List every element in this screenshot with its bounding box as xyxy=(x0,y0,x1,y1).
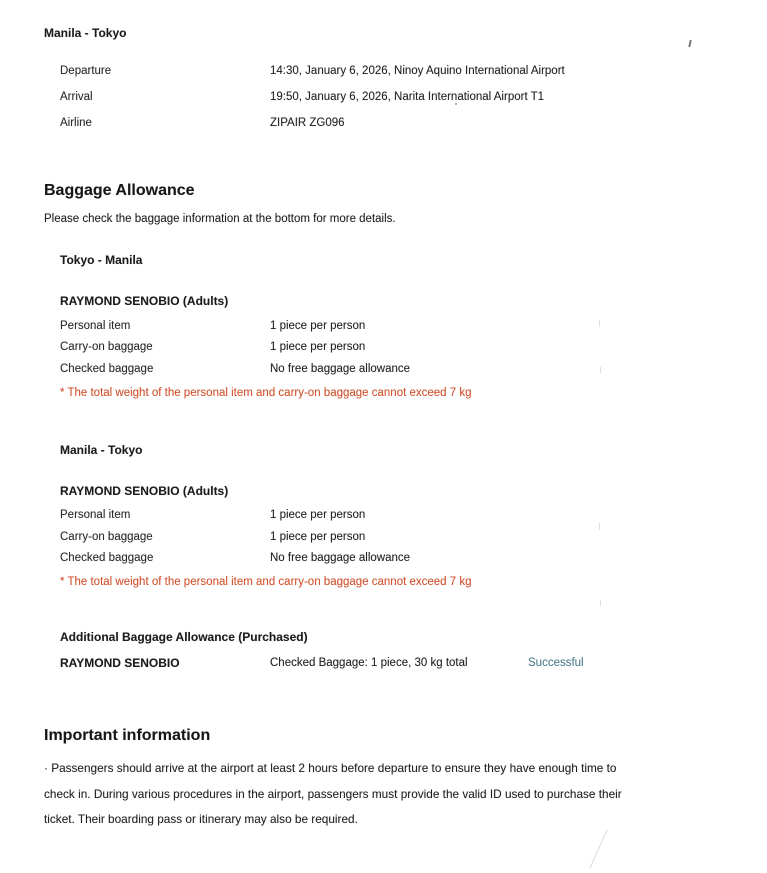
baggage-row xyxy=(44,337,737,359)
segment-route-title: Tokyo - Manila xyxy=(60,253,143,267)
detail-value: ZIPAIR ZG096 xyxy=(270,117,345,129)
baggage-weight-note: * The total weight of the personal item and carry-on baggage cannot exceed 7 kg xyxy=(60,386,472,399)
important-information-title: Important information xyxy=(44,727,211,744)
baggage-rows xyxy=(44,315,737,380)
additional-baggage-title: Additional Baggage Allowance (Purchased) xyxy=(60,630,308,644)
passenger-name-heading: RAYMOND SENOBIO (Adults) xyxy=(60,483,229,498)
baggage-value: 1 piece per person xyxy=(270,509,366,521)
additional-baggage-detail: Checked Baggage: 1 piece, 30 kg total xyxy=(270,657,468,669)
baggage-weight-note: * The total weight of the personal item and carry-on baggage cannot exceed 7 kg xyxy=(60,576,472,588)
baggage-label: Personal item xyxy=(60,319,131,332)
baggage-label: Carry-on baggage xyxy=(60,341,153,353)
flight-summary-section xyxy=(44,0,737,137)
baggage-row xyxy=(44,315,737,337)
baggage-segment xyxy=(44,443,737,591)
passenger-name-heading: RAYMOND SENOBIO (Adults) xyxy=(60,294,229,308)
detail-row xyxy=(44,85,737,111)
flight-details-table xyxy=(44,59,737,137)
detail-row xyxy=(44,111,737,137)
baggage-label: Personal item xyxy=(60,509,131,521)
important-information-section xyxy=(44,726,737,833)
baggage-label: Checked baggage xyxy=(60,362,154,375)
baggage-value: 1 piece per person xyxy=(270,530,366,543)
baggage-value: No free baggage allowance xyxy=(270,552,411,564)
additional-passenger-name: RAYMOND SENOBIO xyxy=(60,656,180,670)
baggage-value: 1 piece per person xyxy=(270,319,366,332)
important-information-paragraph: · Passengers should arrive at the airport at least 2 hours before departure to ensure they have enough time to check in. During various procedures in the airport, passengers must provide the valid ID used to purchase their ticket. Their boarding pass or itinerary may also be required. xyxy=(44,761,622,826)
baggage-allowance-title: Baggage Allowance xyxy=(44,182,195,199)
baggage-row xyxy=(44,358,737,380)
baggage-value: No free baggage allowance xyxy=(270,362,411,375)
baggage-row xyxy=(44,548,737,570)
additional-baggage-status: Successful xyxy=(528,657,584,669)
baggage-row xyxy=(44,526,737,548)
baggage-allowance-section xyxy=(44,181,737,671)
segment-route-title: Manila - Tokyo xyxy=(60,442,143,457)
baggage-segment xyxy=(44,253,737,401)
baggage-allowance-subtitle: Please check the baggage information at the bottom for more details. xyxy=(44,213,396,225)
detail-value: 19:50, January 6, 2026, Narita International Airport T1 xyxy=(270,91,545,103)
detail-row xyxy=(44,59,737,85)
baggage-row xyxy=(44,505,737,527)
scan-artifact-diagonal-line xyxy=(590,830,608,869)
baggage-value: 1 piece per person xyxy=(270,341,366,353)
detail-label: Arrival xyxy=(60,91,93,103)
baggage-label: Carry-on baggage xyxy=(60,530,153,543)
flight-route-title: Manila - Tokyo xyxy=(44,26,127,40)
detail-label: Departure xyxy=(60,65,112,77)
baggage-label: Checked baggage xyxy=(60,552,154,564)
detail-value: 14:30, January 6, 2026, Ninoy Aquino International Airport xyxy=(270,65,565,77)
detail-label: Airline xyxy=(60,117,92,129)
additional-baggage-section xyxy=(44,630,737,671)
baggage-rows xyxy=(44,505,737,570)
additional-baggage-row xyxy=(44,655,737,671)
